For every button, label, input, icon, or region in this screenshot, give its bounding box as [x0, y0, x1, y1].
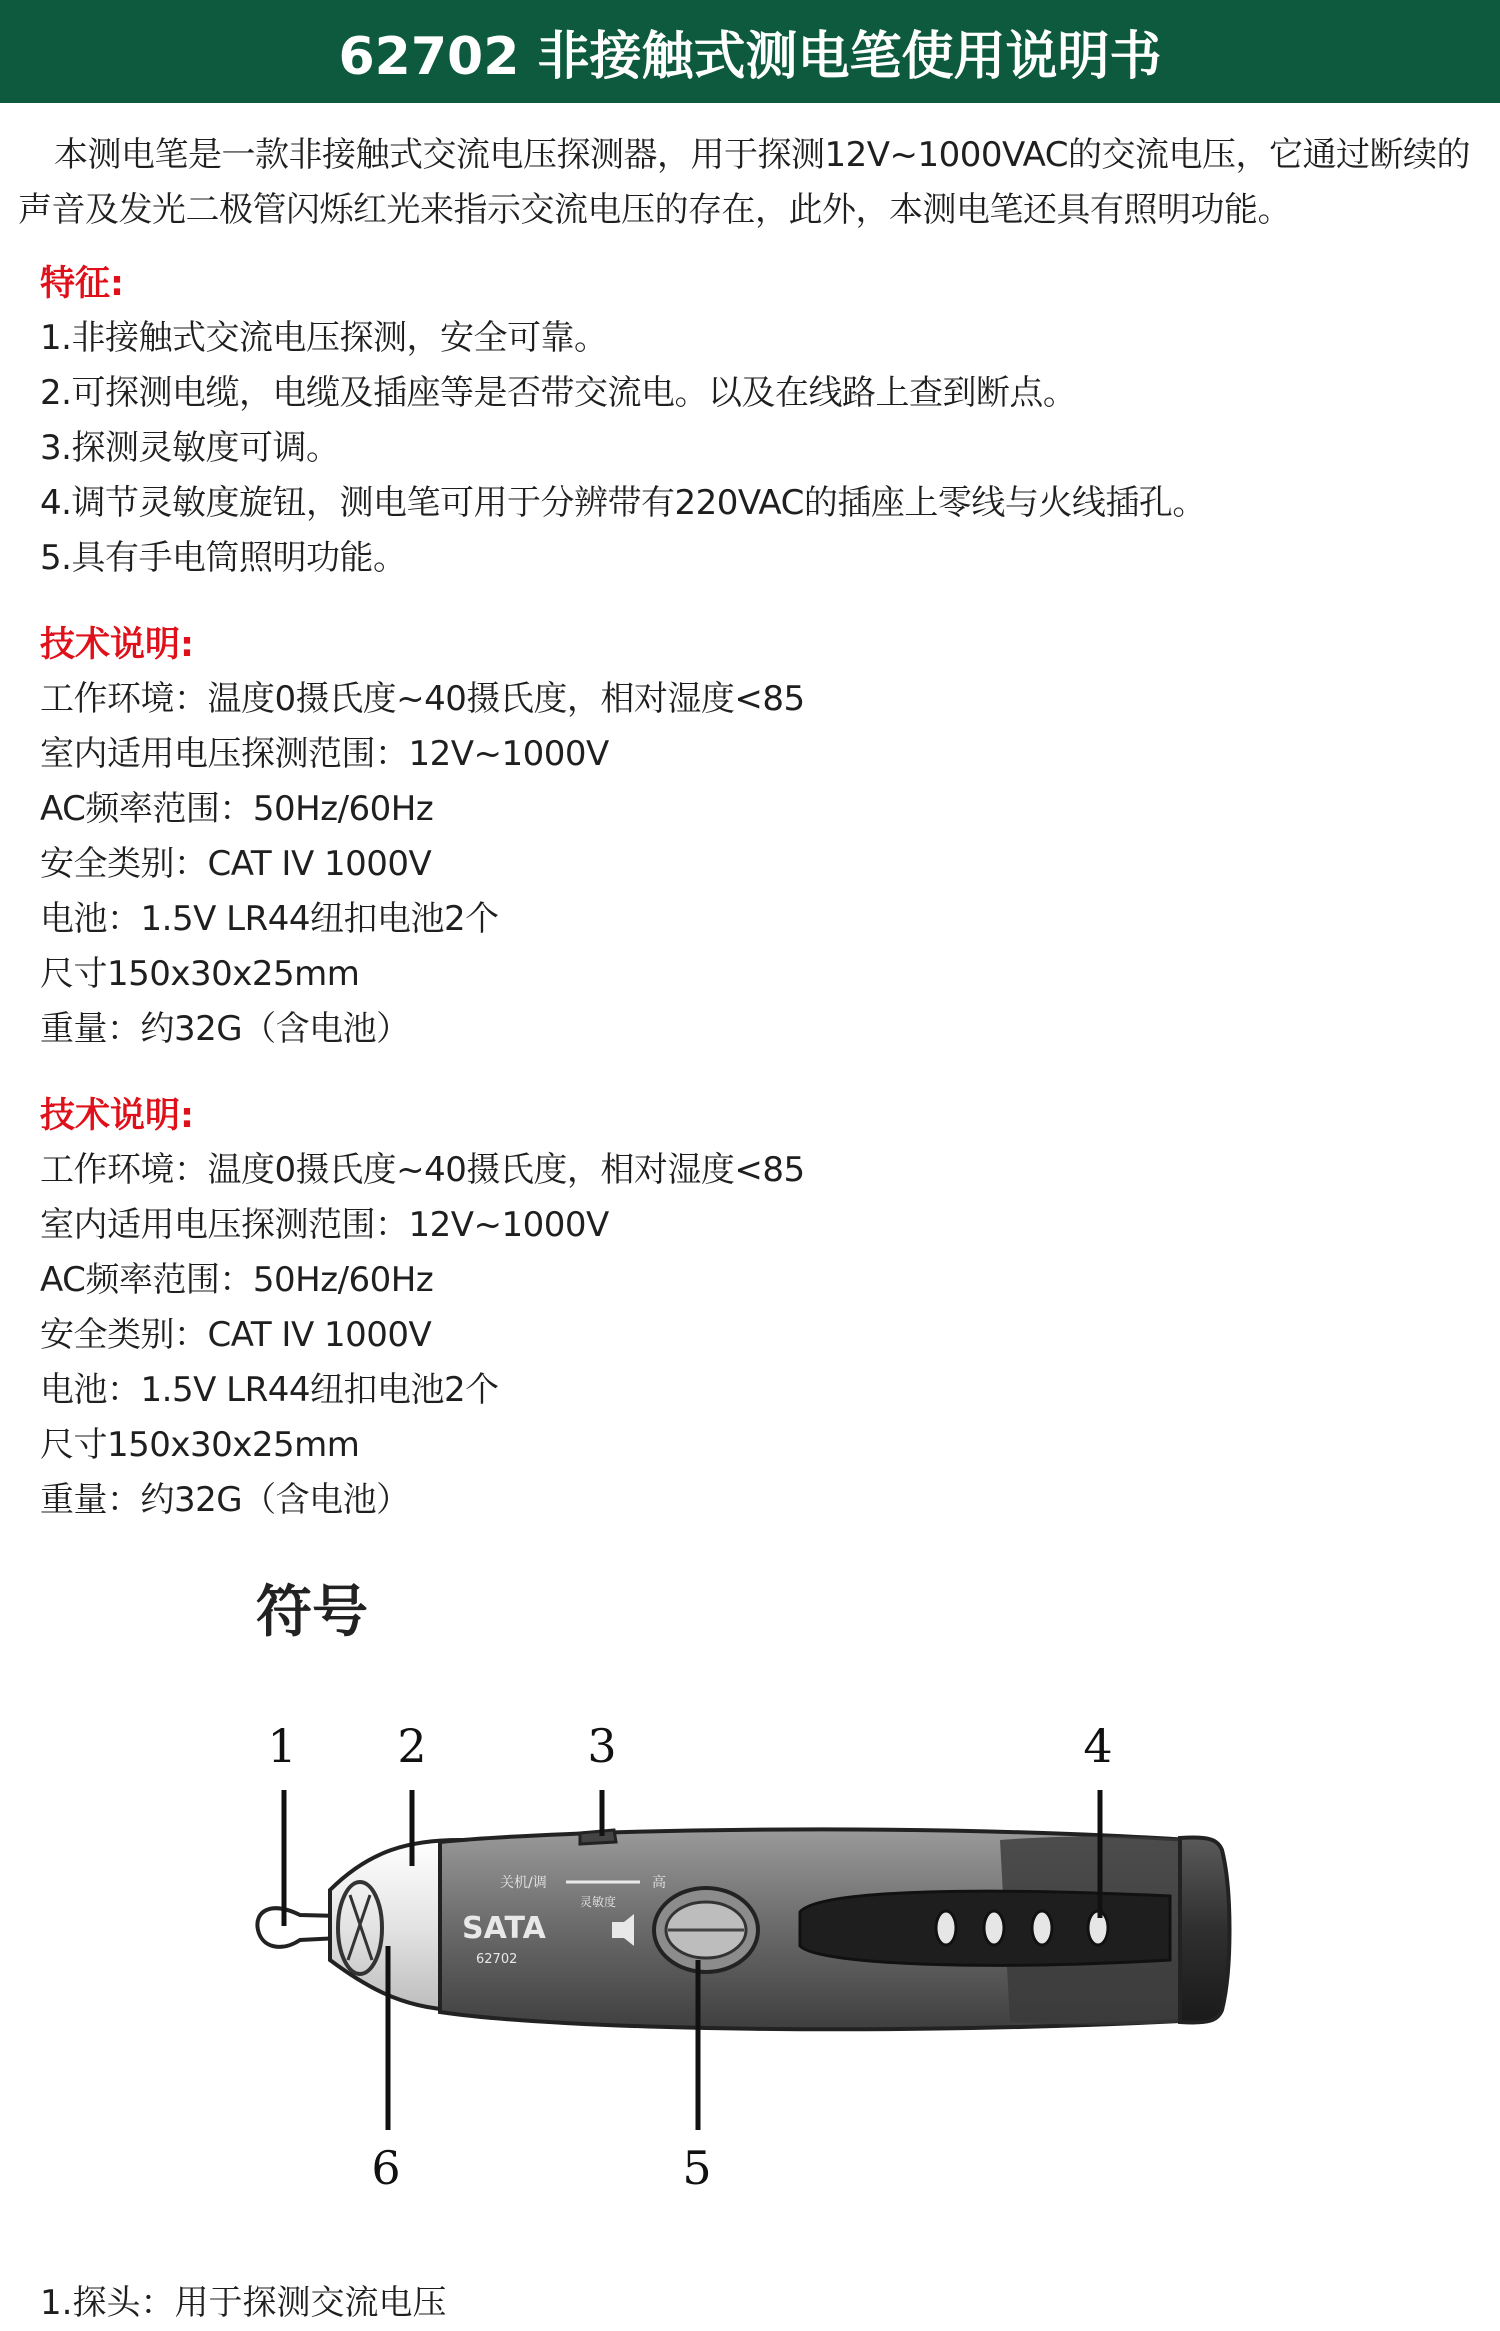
spec-item: 电池：1.5V LR44纽扣电池2个 [40, 899, 499, 939]
spec-item: 安全类别：CAT IV 1000V [40, 844, 432, 884]
feature-item: 2.可探测电缆，电缆及插座等是否带交流电。以及在线路上查到断点。 [40, 373, 1077, 413]
spec-item: 电池：1.5V LR44纽扣电池2个 [40, 1370, 499, 1410]
spec-item: 安全类别：CAT IV 1000V [40, 1315, 432, 1355]
spec-item: 室内适用电压探测范围：12V~1000V [40, 1205, 609, 1245]
callout-3: 3 [587, 1719, 617, 1773]
specs-title: 技术说明: [40, 1096, 194, 1136]
specs-section-2 [40, 1089, 805, 1528]
pen-illustration [257, 1829, 1229, 2029]
page-header [0, 0, 1500, 103]
spec-item: 尺寸150x30x25mm [40, 954, 360, 994]
switch-label-right: 高 [652, 1875, 666, 1891]
specs-title: 技术说明: [40, 625, 194, 665]
sensitivity-label: 灵敏度 [580, 1895, 617, 1909]
feature-item: 5.具有手电筒照明功能。 [40, 538, 407, 578]
specs-section-1 [40, 618, 805, 1057]
spec-item: 工作环境：温度0摄氏度~40摄氏度，相对湿度<85 [40, 679, 805, 719]
callout-4: 4 [1083, 1719, 1113, 1773]
end-cap [1180, 1838, 1230, 2023]
spec-item: 重量：约32G（含电池） [40, 1480, 410, 1520]
feature-item: 3.探测灵敏度可调。 [40, 428, 340, 468]
symbols-title: 符号 [256, 1580, 368, 1645]
spec-item: 重量：约32G（含电池） [40, 1009, 410, 1049]
pen-diagram [0, 1690, 1500, 2210]
features-section [40, 257, 1206, 586]
probe-tip [257, 1908, 340, 1947]
feature-item: 4.调节灵敏度旋钮，测电笔可用于分辨带有220VAC的插座上零线与火线插孔。 [40, 483, 1206, 523]
power-switch [580, 1830, 616, 1844]
callout-1: 1 [267, 1719, 297, 1773]
pen-brand: SATA [462, 1911, 546, 1946]
spec-item: 尺寸150x30x25mm [40, 1425, 360, 1465]
callout-6: 6 [371, 2141, 401, 2195]
spec-item: 工作环境：温度0摄氏度~40摄氏度，相对湿度<85 [40, 1150, 805, 1190]
callout-2: 2 [397, 1719, 427, 1773]
page-title: 62702 非接触式测电笔使用说明书 [338, 27, 1162, 87]
pen-model: 62702 [476, 1952, 518, 1967]
legend-item-1: 1.探头：用于探测交流电压 [40, 2283, 447, 2323]
spec-item: AC频率范围：50Hz/60Hz [40, 1260, 434, 1300]
spec-item: 室内适用电压探测范围：12V~1000V [40, 734, 609, 774]
callout-5: 5 [682, 2141, 712, 2195]
switch-label: 关机/调 [500, 1875, 547, 1891]
feature-item: 1.非接触式交流电压探测，安全可靠。 [40, 318, 608, 358]
spec-item: AC频率范围：50Hz/60Hz [40, 789, 434, 829]
features-title: 特征: [40, 264, 124, 304]
intro-paragraph: 本测电笔是一款非接触式交流电压探测器，用于探测12V~1000VAC的交流电压，它通过断续的声音及发光二极管闪烁红光来指示交流电压的存在，此外，本测电笔还具有照明功能。 [18, 135, 1471, 230]
